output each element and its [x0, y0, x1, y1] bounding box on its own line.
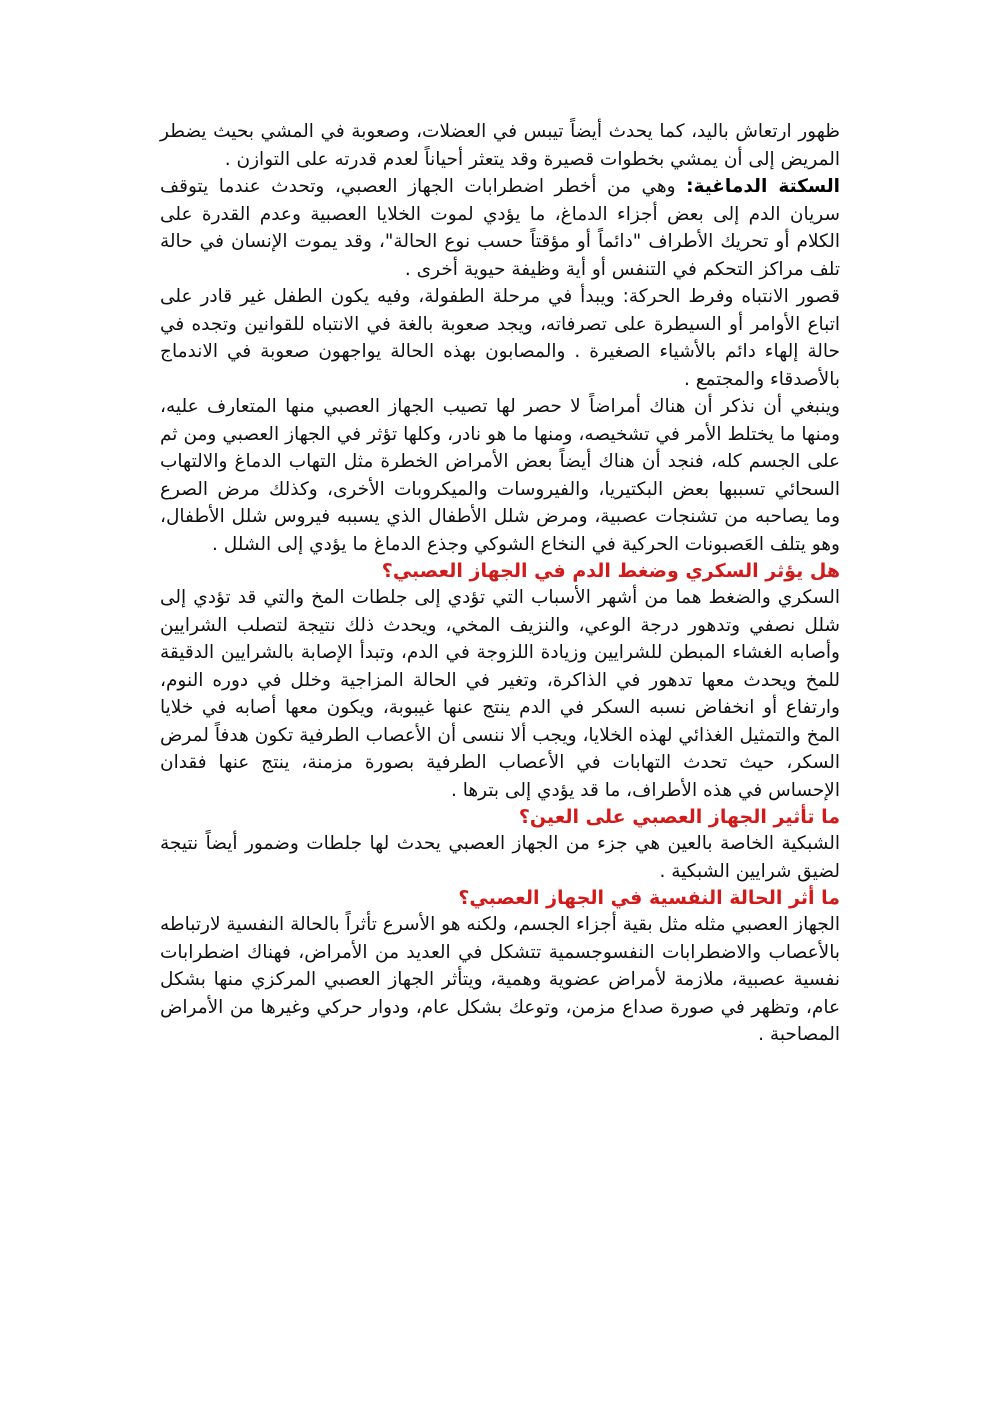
heading-diabetes-blood-pressure: هل يؤثر السكري وضغط الدم في الجهاز العصبي؟	[381, 560, 840, 582]
paragraph-other-diseases: وينبغي أن نذكر أن هناك أمراضاً لا حصر لها تصيب الجهاز العصبي منها المتعارف عليه، ومنها ما يختلط الأمر في تشخيصه، ومنها ما هو نادر، وكلها تؤثر في الجهاز العصبي ومن ثم على الجسم كله، فنجد أن هناك أيضاً بعض الأمراض الخطرة مثل التهاب الدماغ والالتهاب السحائي تسببها بعض البكتيريا، والفيروسات والميكروبات الأخرى، وكذلك مرض الصرع وما يصاحبه من تشنجات عصبية، ومرض شلل الأطفال الذي يسببه فيروس شلل الأطفال، وهو يتلف العَصبونات الحركية في النخاع الشوكي وجذع الدماغ ما يؤدي إلى الشلل .	[160, 396, 840, 555]
paragraph-psychological-state: الجهاز العصبي مثله مثل بقية أجزاء الجسم، ولكنه هو الأسرع تأثراً بالحالة النفسية لارتباطه بالأعصاب والاضطرابات النفسوجسمية تتشكل في العديد من الأمراض، فهناك اضطرابات نفسية عصبية، ملازمة لأمراض عضوية وهمية، ويتأثر الجهاز العصبي المركزي منها بشكل عام، وتظهر في صورة صداع مزمن، وتوعك بشكل عام، ودوار حركي وغيرها من الأمراض المصاحبة .	[160, 914, 840, 1045]
paragraph-diabetes-blood-pressure: السكري والضغط هما من أشهر الأسباب التي تؤدي إلى جلطات المخ والتي قد تؤدي إلى شلل نصفي وتدهور درجة الوعي، والنزيف المخي، ويحدث ذلك نتيجة لتصلب الشرايين وأصابه الغشاء المبطن للشرايين وزيادة اللزوجة في الدم، وتبدأ الإصابة بالشرايين الدقيقة للمخ ويحدث معها تدهور في الذاكرة، وتغير في الحالة المزاجية وخلل في دوره النوم، وارتفاع أو انخفاض نسبه السكر في الدم ينتج عنها غيبوبة، ويكون معها أصابه في خلايا المخ والتمثيل الغذائي لهذه الخلايا، ويجب ألا ننسى أن الأعصاب الطرفية تكون هدفاً لمرض السكر، حيث تحدث التهابات في الأعصاب الطرفية بصورة مزمنة، ينتج عنها فقدان الإحساس في هذه الأطراف، ما قد يؤدي إلى بترها .	[160, 587, 840, 801]
document-page	[160, 118, 840, 1049]
heading-psychological-state: ما أثر الحالة النفسية في الجهاز العصبي؟	[458, 887, 840, 909]
term-stroke: السكتة الدماغية:	[686, 176, 841, 197]
paragraph-adhd: قصور الانتباه وفرط الحركة: ويبدأ في مرحلة الطفولة، وفيه يكون الطفل غير قادر على اتباع الأوامر أو السيطرة على تصرفاته، ويجد صعوبة بالغة في الانتباه للقوانين وتجده في حالة إلهاء دائم بالأشياء الصغيرة . والمصابون بهذه الحالة يواجهون صعوبة في الاندماج بالأصدقاء والمجتمع .	[160, 286, 840, 390]
paragraph-parkinson-symptoms: ظهور ارتعاش باليد، كما يحدث أيضاً تيبس في العضلات، وصعوبة في المشي بحيث يضطر المريض إلى أن يمشي بخطوات قصيرة وقد يتعثر أحياناً لعدم قدرته على التوازن .	[160, 121, 840, 170]
paragraph-eye-effect: الشبكية الخاصة بالعين هي جزء من الجهاز العصبي يحدث لها جلطات وضمور أيضاً نتيجة لضيق شرايين الشبكية .	[160, 833, 840, 882]
heading-eye-effect: ما تأثير الجهاز العصبي على العين؟	[518, 806, 840, 828]
stroke-description: وهي من أخطر اضطرابات الجهاز العصبي، وتحدث عندما يتوقف سريان الدم إلى بعض أجزاء الدماغ، ما يؤدي لموت الخلايا العصبية وعدم القدرة على الكلام أو تحريك الأطراف "دائماً أو مؤقتاً حسب نوع الحالة"، وقد يموت الإنسان في حالة تلف مراكز التحكم في التنفس أو أية وظيفة حيوية أخرى .	[160, 176, 840, 280]
paragraph-stroke	[160, 173, 840, 283]
